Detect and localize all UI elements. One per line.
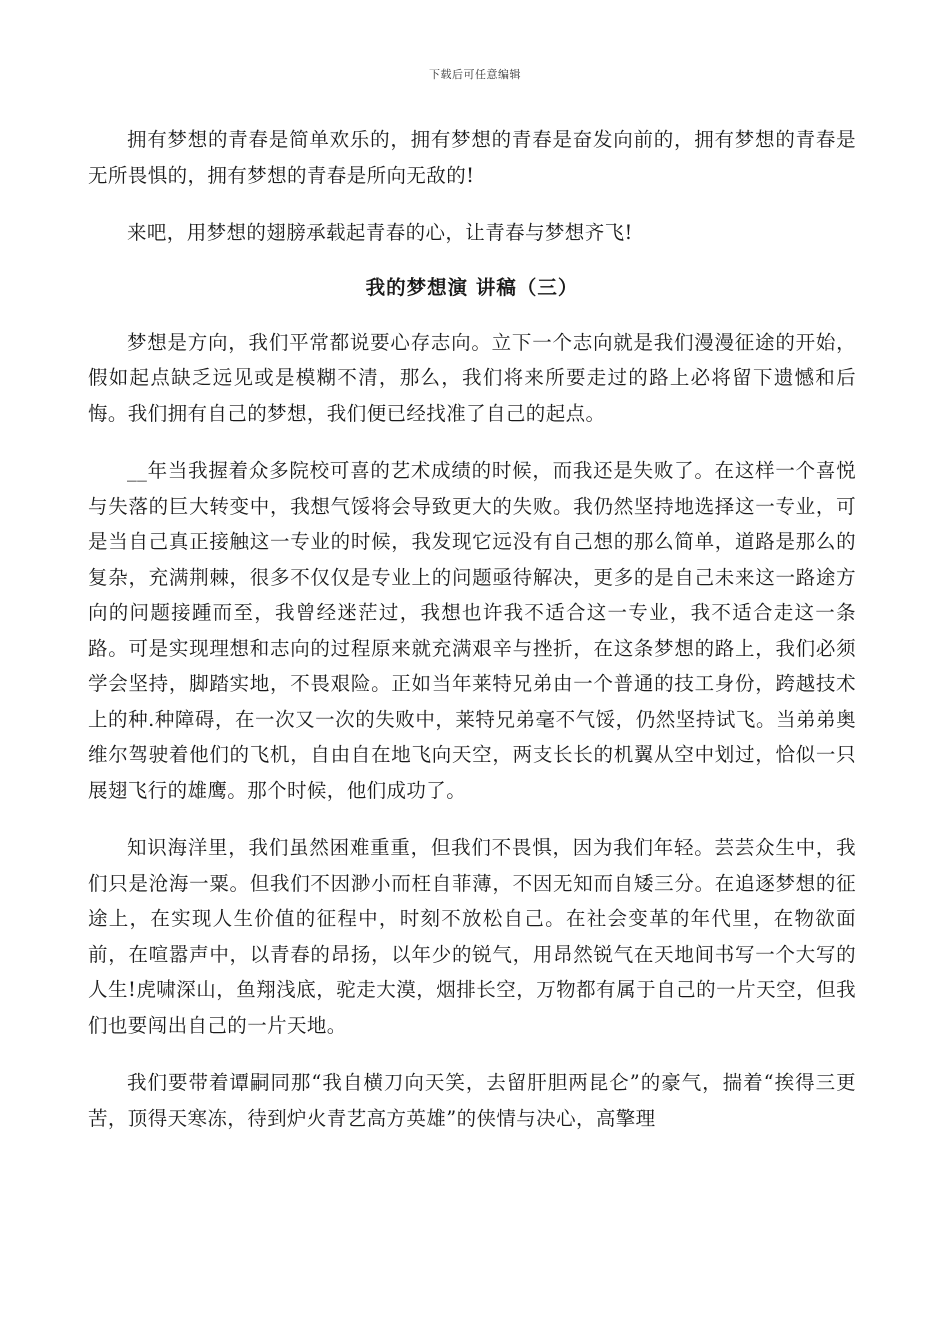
paragraph-knowledge-ocean: 知识海洋里，我们虽然困难重重，但我们不畏惧，因为我们年轻。芸芸众生中，我们只是沧海一粟。但我们不因渺小而枉自菲薄，不因无知而自矮三分。在追逐梦想的征途上，在实现人生价值的征程中，时刻不放松自己。在社会变革的年代里，在物欲面前，在喧嚣声中，以青春的昂扬，以年少的锐气，用昂然锐气在天地间书写一个大写的人生!虎啸深山，鱼翔浅底，驼走大漠，烟排长空，万物都有属于自己的一片天空，但我们也要闯出自己的一片天地。 — [88, 836, 856, 1037]
header-note: 下载后可任意编辑 — [429, 68, 521, 81]
paragraph-dream-youth: 拥有梦想的青春是简单欢乐的，拥有梦想的青春是奋发向前的，拥有梦想的青春是无所畏惧的，拥有梦想的青春是所向无敌的! — [88, 128, 856, 187]
document-body — [88, 122, 856, 1158]
section-title: 我的梦想演 讲稿（三） — [365, 275, 579, 299]
paragraph-art-major: __年当我握着众多院校可喜的艺术成绩的时候，而我还是失败了。在这样一个喜悦与失落的巨大转变中，我想气馁将会导致更大的失败。我仍然坚持地选择这一专业，可是当自己真正接触这一专业的时候，我发现它远没有自己想的那么简单，道路是那么的复杂，充满荆棘，很多不仅仅是专业上的问题亟待解决，更多的是自己未来这一路途方向的问题接踵而至，我曾经迷茫过，我想也许我不适合这一专业，我不适合走这一条路。可是实现理想和志向的过程原来就充满艰辛与挫折，在这条梦想的路上，我们必须学会坚持，脚踏实地，不畏艰险。正如当年莱特兄弟由一个普通的技工身份，跨越技术上的种.种障碍，在一次又一次的失败中，莱特兄弟毫不气馁，仍然坚持试飞。当弟弟奥维尔驾驶着他们的飞机，自由自在地飞向天空，两支长长的机翼从空中划过，恰似一只展翅飞行的雄鹰。那个时候，他们成功了。 — [88, 459, 856, 802]
paragraph-dream-direction: 梦想是方向，我们平常都说要心存志向。立下一个志向就是我们漫漫征途的开始，假如起点缺乏远见或是模糊不清，那么，我们将来所要走过的路上必将留下遗憾和后悔。我们拥有自己的梦想，我们便已经找准了自己的起点。 — [88, 330, 856, 425]
paragraph-fly-together: 来吧，用梦想的翅膀承载起青春的心，让青春与梦想齐飞! — [127, 221, 633, 244]
paragraph-tan-sitong: 我们要带着谭嗣同那“我自横刀向天笑，去留肝胆两昆仑”的豪气，揣着“挨得三更苦，顶得天寒冻，待到炉火青艺高方英雄”的侠情与决心，高擎理 — [88, 1071, 856, 1130]
